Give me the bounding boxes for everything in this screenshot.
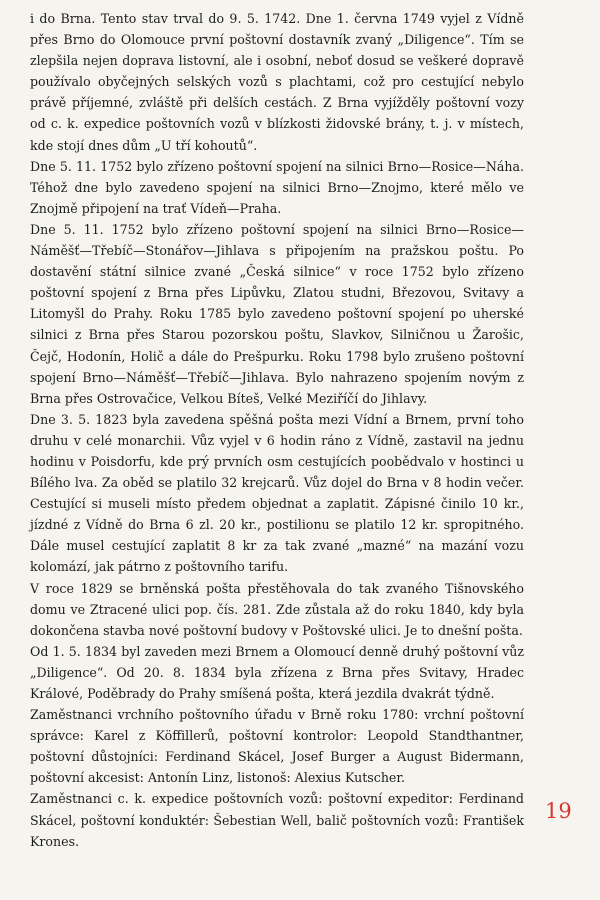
- paragraph-diligence-1834: Od 1. 5. 1834 byl zaveden mezi Brnem a Olomoucí denně druhý poštovní vůz „Diligence“. Od 20. 8. 1834 byla zřízena z Brna přes Svitavy, Hradec Králové, Poděbrady do Prahy smíšená pošta, která jezdila dvakrát týdně.: [30, 643, 524, 701]
- paragraph-postal-routes-1752-1798: Dne 5. 11. 1752 bylo zřízeno poštovní spojení na silnici Brno—Rosice—Náměšť—Třebíč—Stonářov—Jihlava s připojením na pražskou poštu. Po dostavění státní silnice zvané „Česká silnice“ v roce 1752 bylo zřízeno poštovní spojení z Brna přes Lipůvku, Zlatou studni, Březovou, Svitavy a Litomyšl do Prahy. Roku 1785 bylo zavedeno poštovní spojení po uherské silnici z Brna přes Starou pozorskou poštu, Slavkov, Silničnou u Žarošic, Čejč, Hodonín, Holič a dále do Prešpurku. Roku 1798 bylo zrušeno poštovní spojení Brno—Náměšť—Třebíč—Jihlava. Bylo nahrazeno spojením novým z Brna přes Ostrovačice, Velkou Bíteš, Velké Meziříčí do Jihlavy.: [30, 221, 524, 406]
- body-text: [30, 8, 524, 852]
- paragraph-express-post-1823: Dne 3. 5. 1823 byla zavedena spěšná pošta mezi Vídní a Brnem, první toho druhu v celé monarchii. Vůz vyjel v 6 hodin ráno z Vídně, zastavil na jednu hodinu v Poisdorfu, kde prý prvních osm cestujících poobědvalo v hostinci u Bílého lva. Za oběd se platilo 32 krejcarů. Vůz dojel do Brna v 8 hodin večer. Cestující si museli místo předem objednat a zaplatit. Zápisné činilo 10 kr., jízdné z Vídně do Brna 6 zl. 20 kr., postilionu se platilo 12 kr. spropitného. Dále musel cestující zaplatit 8 kr za tak zvané „mazné“ na mazání vozu kolomází, jak pátrno z poštovního tarifu.: [30, 411, 524, 575]
- paragraph-rosice-znojmo-1752: Dne 5. 11. 1752 bylo zřízeno poštovní spojení na silnici Brno—Rosice—Náha. Téhož dne bylo zavedeno spojení na silnici Brno—Znojmo, které mělo ve Znojmě připojení na trať Vídeň—Praha.: [30, 158, 524, 216]
- page-number: 19: [545, 799, 572, 823]
- paragraph-expedition-staff: Zaměstnanci c. k. expedice poštovních vozů: poštovní expeditor: Ferdinand Skácel, poštovní konduktér: Šebestian Well, balič poštovních vozů: František Krones.: [30, 791, 524, 849]
- paragraph-diligence-1749: i do Brna. Tento stav trval do 9. 5. 1742. Dne 1. června 1749 vyjel z Vídně přes Brno do Olomouce první poštovní dostavník zvaný „Diligence“. Tím se zlepšila nejen doprava listovní, ale i osobní, neboť dosud se veškeré dopravě používalo obyčejných selských vozů s plachtami, což pro cestující nebylo právě příjemné, zvláště při delších cestách. Z Brna vyjížděly poštovní vozy od c. k. expedice poštovních vozů v blízkosti židovské brány, t. j. v místech, kde stojí dnes dům „U tří kohoutů“.: [30, 11, 524, 153]
- paragraph-post-office-1829: V roce 1829 se brněnská pošta přestěhovala do tak zvaného Tišnovského domu ve Ztracené ulici pop. čís. 281. Zde zůstala až do roku 1840, kdy byla dokončena stavba nové poštovní budovy v Poštovské ulici. Je to dnešní pošta.: [30, 580, 524, 638]
- paragraph-staff-1780: Zaměstnanci vrchního poštovního úřadu v Brně roku 1780: vrchní poštovní správce: Karel z Köffillerů, poštovní kontrolor: Leopold Standthantner, poštovní důstojníci: Ferdinand Skácel, Josef Burger a August Bidermann, poštovní akcesist: Antonín Linz, listonoš: Alexius Kutscher.: [30, 707, 524, 786]
